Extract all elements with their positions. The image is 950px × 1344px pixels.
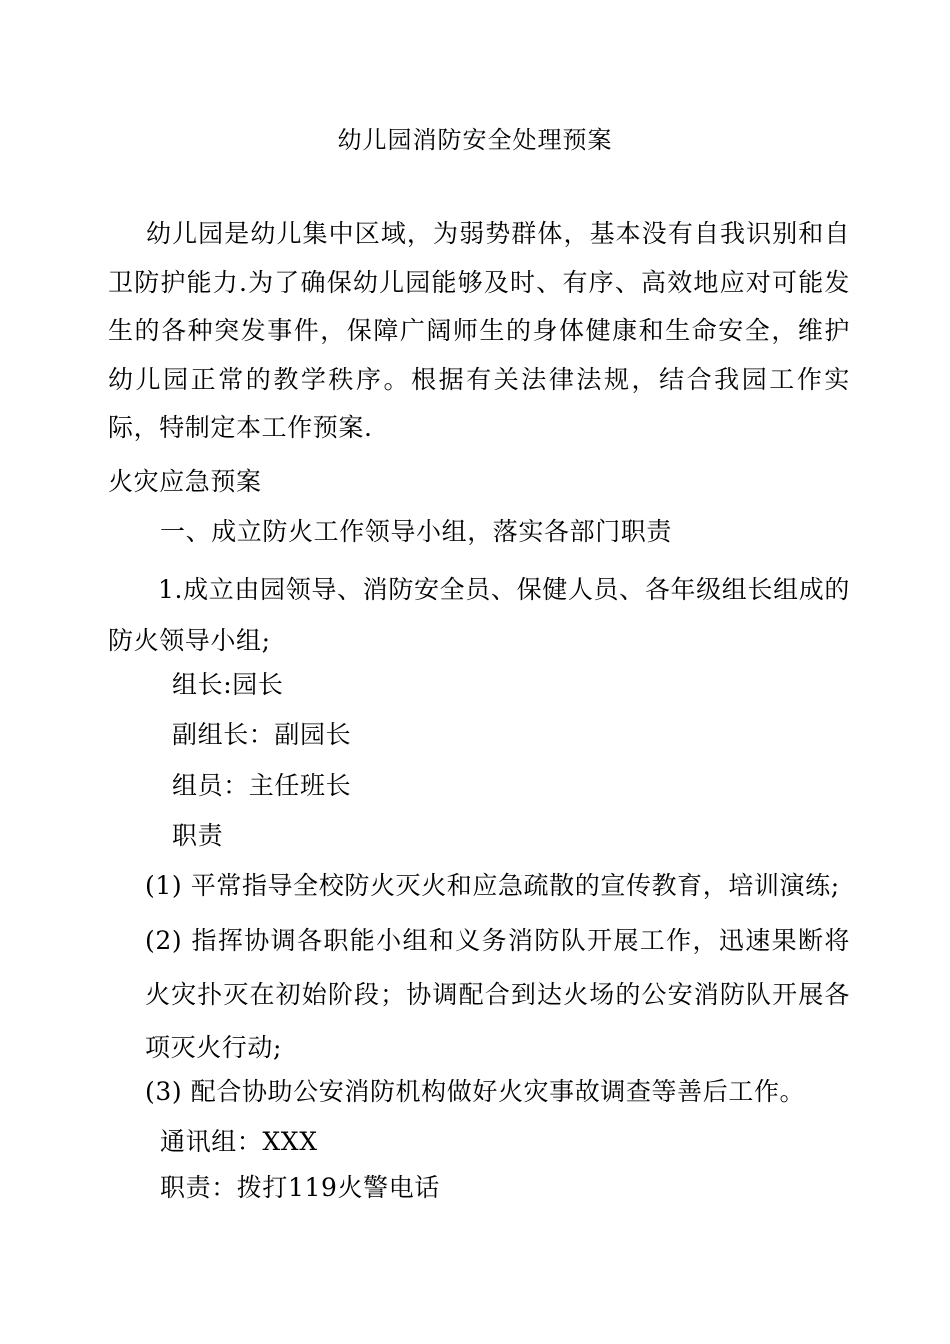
intro-paragraph: 幼儿园是幼儿集中区域，为弱势群体，基本没有自我识别和自卫防护能力.为了确保幼儿园能够及时、有序、高效地应对可能发生的各种突发事件，保障广阔师生的身体健康和生命安全，维护幼儿园正常的教学秩序。根据有关法律法规，结合我园工作实际，特制定本工作预案. xyxy=(108,219,850,442)
duty-3: (3) 配合协助公安消防机构做好火灾事故调查等善后工作。 xyxy=(145,1077,806,1106)
leader-line: 组长:园长 xyxy=(172,670,284,699)
comm-group-line: 通讯组：XXX xyxy=(160,1127,318,1156)
item-1-paragraph: 1.成立由园领导、消防安全员、保健人员、各年级组长组成的防火领导小组; xyxy=(108,575,850,655)
comm-duty-line: 职责：拨打119火警电话 xyxy=(160,1173,440,1202)
members-line: 组员：主任班长 xyxy=(172,771,352,800)
document-title: 幼儿园消防安全处理预案 xyxy=(337,126,613,154)
duty-2: (2) 指挥协调各职能小组和义务消防队开展工作，迅速果断将火灾扑灭在初始阶段；协调配合到达火场的公安消防队开展各项灭火行动; xyxy=(145,926,850,1062)
section-heading: 火灾应急预案 xyxy=(108,467,262,496)
duty-1: (1) 平常指导全校防火灭火和应急疏散的宣传教育，培训演练; xyxy=(145,871,840,900)
subsection-heading: 一、成立防火工作领导小组，落实各部门职责 xyxy=(160,517,673,546)
duties-label: 职责 xyxy=(172,821,224,850)
deputy-leader-line: 副组长：副园长 xyxy=(172,720,352,749)
